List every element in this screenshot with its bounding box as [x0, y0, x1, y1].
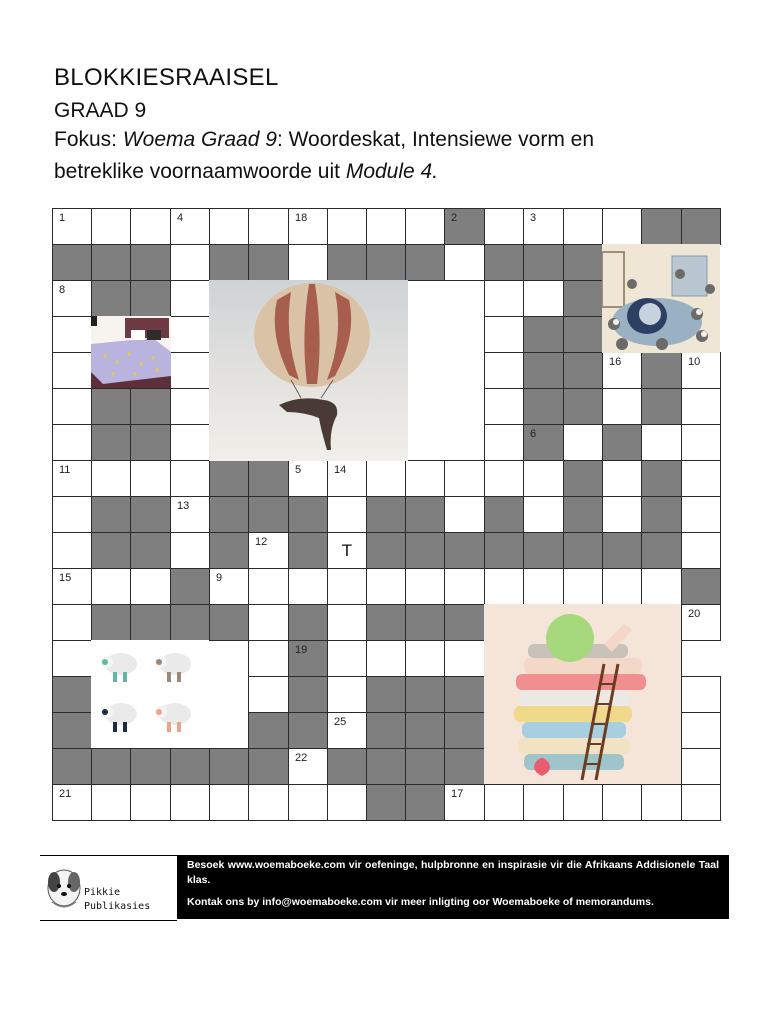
blocked-cell: [523, 244, 564, 281]
crossword-cell[interactable]: [405, 640, 445, 677]
bed-image: [91, 316, 171, 388]
crossword-cell[interactable]: [52, 280, 92, 317]
blocked-cell: [130, 496, 171, 533]
footer: [40, 855, 729, 919]
blocked-cell: [248, 712, 289, 749]
crossword-cell[interactable]: [52, 784, 92, 821]
crossword-cell[interactable]: [52, 568, 92, 605]
focus-line: [54, 128, 594, 152]
crossword-cell[interactable]: [91, 460, 131, 497]
crossword-cell[interactable]: [209, 568, 249, 605]
crossword-cell[interactable]: [523, 568, 564, 605]
blocked-cell: [91, 748, 131, 785]
crossword-cell[interactable]: [366, 640, 406, 677]
crossword-cell[interactable]: [602, 496, 642, 533]
blocked-cell: [170, 568, 210, 605]
filled-letter: T: [341, 541, 353, 560]
blocked-cell: [405, 496, 445, 533]
crossword-cell[interactable]: [327, 496, 367, 533]
clue-number: 14: [334, 464, 347, 476]
blocked-cell: [405, 244, 445, 281]
clue-number: 21: [59, 788, 72, 800]
crossword-cell[interactable]: [52, 532, 92, 569]
crossword-cell[interactable]: [248, 568, 289, 605]
crossword-cell[interactable]: [602, 388, 642, 425]
crossword-cell[interactable]: [248, 604, 289, 641]
clue-number: 9: [216, 572, 223, 584]
clue-number: 13: [177, 500, 190, 512]
crossword-cell[interactable]: [327, 604, 367, 641]
crossword-cell[interactable]: [170, 424, 210, 461]
blocked-cell: [641, 388, 682, 425]
clue-number: 16: [609, 356, 622, 368]
crossword-cell[interactable]: [602, 208, 642, 245]
crossword-cell[interactable]: [327, 676, 367, 713]
crossword-cell[interactable]: [405, 460, 445, 497]
crossword-cell[interactable]: [523, 280, 564, 317]
blocked-cell: [405, 532, 445, 569]
blocked-cell: [641, 208, 682, 245]
blocked-cell: [366, 496, 406, 533]
blocked-cell: [91, 280, 131, 317]
blocked-cell: [405, 748, 445, 785]
blocked-cell: [444, 208, 485, 245]
blocked-cell: [641, 460, 682, 497]
crossword-cell[interactable]: [484, 424, 524, 461]
blocked-cell: [563, 244, 603, 281]
clue-number: 6: [530, 428, 537, 440]
blocked-cell: [327, 748, 367, 785]
blocked-cell: [641, 532, 682, 569]
blocked-cell: [366, 712, 406, 749]
crossword-cell[interactable]: [366, 208, 406, 245]
crossword-cell[interactable]: [444, 244, 485, 281]
crossword-cell[interactable]: [523, 460, 564, 497]
crossword-cell[interactable]: [52, 208, 92, 245]
focus-line2-prefix: betreklike voornaamwoorde uit: [54, 160, 346, 183]
blocked-cell: [170, 748, 210, 785]
page-title: BLOKKIESRAAISEL: [54, 64, 279, 91]
blocked-cell: [130, 280, 171, 317]
blocked-cell: [366, 604, 406, 641]
blocked-cell: [248, 460, 289, 497]
focus-module: Module 4.: [345, 160, 439, 183]
blocked-cell: [248, 244, 289, 281]
crossword-cell[interactable]: [52, 388, 92, 425]
blocked-cell: [523, 532, 564, 569]
blocked-cell: [523, 388, 564, 425]
pikkie-publikasies-logo: [40, 855, 177, 921]
blocked-cell: [602, 424, 642, 461]
princess-and-pea-image: [484, 604, 681, 784]
clue-number: 22: [295, 752, 308, 764]
crossword-cell[interactable]: [444, 568, 485, 605]
blocked-cell: [130, 532, 171, 569]
crossword-cell[interactable]: [288, 568, 328, 605]
blocked-cell: [563, 496, 603, 533]
crossword-cell[interactable]: [405, 208, 445, 245]
crossword-cell[interactable]: [366, 460, 406, 497]
blocked-cell: [366, 532, 406, 569]
crossword-cell[interactable]: [209, 208, 249, 245]
crossword-cell[interactable]: [170, 280, 210, 317]
crossword-cell[interactable]: [681, 532, 721, 569]
crossword-cell[interactable]: [52, 496, 92, 533]
blocked-cell: [563, 460, 603, 497]
blocked-cell: [209, 244, 249, 281]
crossword-cell[interactable]: [484, 208, 524, 245]
clue-number: 17: [451, 788, 464, 800]
blocked-cell: [91, 604, 131, 641]
blocked-cell: [288, 640, 328, 677]
blocked-cell: [444, 676, 485, 713]
crossword-cell[interactable]: [170, 784, 210, 821]
crossword-cell[interactable]: [602, 784, 642, 821]
crossword-cell[interactable]: [52, 424, 92, 461]
blocked-cell: [602, 532, 642, 569]
focus-prefix: Fokus:: [54, 128, 123, 151]
crossword-cell[interactable]: [523, 496, 564, 533]
blocked-cell: [209, 460, 249, 497]
crossword-cell[interactable]: [170, 496, 210, 533]
crossword-cell[interactable]: [484, 316, 524, 353]
crossword-cell[interactable]: [523, 208, 564, 245]
crossword-cell[interactable]: [484, 352, 524, 389]
blocked-cell: [681, 568, 721, 605]
blocked-cell: [366, 676, 406, 713]
crossword-cell[interactable]: [641, 424, 682, 461]
crossword-cell[interactable]: [248, 208, 289, 245]
blocked-cell: [444, 712, 485, 749]
crossword-cell[interactable]: [170, 388, 210, 425]
blocked-cell: [563, 280, 603, 317]
crossword-cell[interactable]: [681, 352, 721, 389]
blocked-cell: [523, 352, 564, 389]
crossword-cell[interactable]: [484, 280, 524, 317]
crossword-cell[interactable]: [484, 568, 524, 605]
crossword-cell[interactable]: [130, 208, 171, 245]
crossword-cell[interactable]: [209, 784, 249, 821]
crossword-cell[interactable]: [170, 352, 210, 389]
crossword-cell[interactable]: [484, 460, 524, 497]
focus-line-2: [54, 160, 438, 184]
crossword-cell[interactable]: [444, 460, 485, 497]
crossword-cell[interactable]: [170, 532, 210, 569]
crossword-cell[interactable]: [248, 784, 289, 821]
blocked-cell: [641, 496, 682, 533]
crossword-cell[interactable]: [563, 568, 603, 605]
crossword-cell[interactable]: [288, 208, 328, 245]
clue-number: 3: [530, 212, 537, 224]
footer-visit-text: Besoek www.woemaboeke.com vir oefeninge, hulpbronne en inspirasie vir die Afrikaans Addisionele Taal klas.: [187, 859, 719, 886]
crossword-cell[interactable]: [248, 532, 289, 569]
clue-number: 2: [451, 212, 458, 224]
blocked-cell: [366, 748, 406, 785]
grade-heading: GRAAD 9: [54, 99, 147, 122]
blocked-cell: [523, 316, 564, 353]
crossword-cell[interactable]: [563, 208, 603, 245]
crossword-cell[interactable]: [681, 424, 721, 461]
crossword-grid: [52, 208, 720, 820]
crossword-cell[interactable]: [484, 784, 524, 821]
crossword-cell[interactable]: [327, 784, 367, 821]
blocked-cell: [130, 424, 171, 461]
crossword-cell[interactable]: [52, 352, 92, 389]
crossword-cell[interactable]: [288, 244, 328, 281]
blocked-cell: [641, 352, 682, 389]
clue-number: 18: [295, 212, 308, 224]
crossword-cell[interactable]: [91, 208, 131, 245]
dog-logo-icon: [44, 862, 84, 912]
crossword-cell[interactable]: [130, 784, 171, 821]
crossword-cell[interactable]: [52, 640, 92, 677]
crossword-cell[interactable]: [130, 568, 171, 605]
clue-number: 10: [688, 356, 701, 368]
blocked-cell: [52, 748, 92, 785]
blocked-cell: [209, 604, 249, 641]
blocked-cell: [563, 316, 603, 353]
blocked-cell: [52, 712, 92, 749]
crossword-cell[interactable]: [288, 748, 328, 785]
blocked-cell: [52, 244, 92, 281]
clue-number: 4: [177, 212, 184, 224]
crossword-cell[interactable]: [52, 604, 92, 641]
clue-number: 1: [59, 212, 66, 224]
blocked-cell: [405, 784, 445, 821]
blocked-cell: [366, 784, 406, 821]
blocked-cell: [366, 244, 406, 281]
blocked-cell: [327, 244, 367, 281]
crossword-cell[interactable]: [523, 784, 564, 821]
crossword-cell[interactable]: [52, 460, 92, 497]
crossword-cell[interactable]: [170, 244, 210, 281]
crossword-cell[interactable]: [405, 568, 445, 605]
clue-number: 20: [688, 608, 701, 620]
focus-rest: : Woordeskat, Intensiewe vorm en: [276, 128, 595, 151]
crossword-cell[interactable]: [130, 460, 171, 497]
blocked-cell: [563, 388, 603, 425]
blocked-cell: [288, 712, 328, 749]
crossword-cell[interactable]: [681, 388, 721, 425]
crossword-cell[interactable]: [444, 496, 485, 533]
crossword-cell[interactable]: [366, 568, 406, 605]
footer-info: [177, 855, 729, 919]
crossword-cell[interactable]: [327, 460, 367, 497]
blocked-cell: [170, 604, 210, 641]
blocked-cell: [209, 496, 249, 533]
crossword-cell[interactable]: [602, 352, 642, 389]
blocked-cell: [91, 388, 131, 425]
crossword-cell[interactable]: [327, 568, 367, 605]
blocked-cell: [444, 748, 485, 785]
blocked-cell: [248, 748, 289, 785]
blocked-cell: [288, 496, 328, 533]
blocked-cell: [405, 712, 445, 749]
crossword-cell[interactable]: [91, 568, 131, 605]
blocked-cell: [209, 748, 249, 785]
crossword-cell[interactable]: [288, 784, 328, 821]
blocked-cell: [130, 604, 171, 641]
crossword-cell[interactable]: [248, 676, 289, 713]
clue-number: 8: [59, 284, 66, 296]
crossword-cell[interactable]: [484, 388, 524, 425]
blocked-cell: [288, 604, 328, 641]
blocked-cell: [405, 676, 445, 713]
crossword-cell[interactable]: [288, 460, 328, 497]
clue-number: 25: [334, 716, 347, 728]
crossword-cell[interactable]: [681, 496, 721, 533]
crossword-cell[interactable]: [248, 640, 289, 677]
crossword-cell[interactable]: [170, 460, 210, 497]
clue-number: 12: [255, 536, 268, 548]
crossword-cell[interactable]: [170, 316, 210, 353]
blocked-cell: [681, 208, 721, 245]
blocked-cell: [523, 424, 564, 461]
blocked-cell: [130, 388, 171, 425]
clue-number: 15: [59, 572, 72, 584]
blocked-cell: [52, 676, 92, 713]
blocked-cell: [563, 352, 603, 389]
clue-number: 5: [295, 464, 302, 476]
blocked-cell: [130, 748, 171, 785]
crossword-cell[interactable]: [681, 784, 721, 821]
crossword-cell[interactable]: [327, 712, 367, 749]
logo-line-2: Publikasies: [84, 901, 151, 912]
crossword-cell[interactable]: [327, 640, 367, 677]
blocked-cell: [209, 532, 249, 569]
blocked-cell: [91, 532, 131, 569]
blocked-cell: [563, 532, 603, 569]
crossword-cell[interactable]: [91, 784, 131, 821]
blocked-cell: [444, 532, 485, 569]
crossword-cell[interactable]: [681, 748, 721, 785]
crossword-cell[interactable]: [563, 424, 603, 461]
blocked-cell: [484, 496, 524, 533]
crossword-cell[interactable]: [444, 784, 485, 821]
crossword-cell[interactable]: [681, 676, 721, 713]
clue-number: 19: [295, 644, 308, 656]
focus-book-title: Woema Graad 9: [122, 128, 277, 151]
crossword-cell[interactable]: [602, 460, 642, 497]
crossword-cell[interactable]: [563, 784, 603, 821]
blocked-cell: [484, 244, 524, 281]
crossword-cell[interactable]: [602, 568, 642, 605]
crossword-cell[interactable]: [52, 316, 92, 353]
blocked-cell: [288, 676, 328, 713]
blocked-cell: [405, 604, 445, 641]
crossword-cell[interactable]: [681, 604, 721, 641]
blocked-cell: [130, 244, 171, 281]
crossword-cell[interactable]: [327, 532, 367, 569]
blocked-cell: [248, 496, 289, 533]
crossword-cell[interactable]: [327, 208, 367, 245]
crossword-cell[interactable]: [641, 784, 682, 821]
blocked-cell: [288, 532, 328, 569]
crossword-cell[interactable]: [170, 208, 210, 245]
sheep-image: [91, 640, 209, 748]
logo-line-1: Pikkie: [84, 887, 121, 898]
blocked-cell: [91, 424, 131, 461]
crossword-cell[interactable]: [681, 712, 721, 749]
blocked-cell: [444, 604, 485, 641]
hot-air-balloon-image: [209, 280, 408, 461]
clue-number: 11: [59, 464, 71, 476]
blocked-cell: [91, 244, 131, 281]
footer-contact-text: Kontak ons by info@woemaboeke.com vir meer inligting oor Woemaboeke of memorandums.: [187, 896, 654, 908]
sleeping-boy-image: [602, 244, 720, 353]
blocked-cell: [484, 532, 524, 569]
blocked-cell: [91, 496, 131, 533]
crossword-cell[interactable]: [681, 460, 721, 497]
crossword-cell[interactable]: [641, 568, 682, 605]
